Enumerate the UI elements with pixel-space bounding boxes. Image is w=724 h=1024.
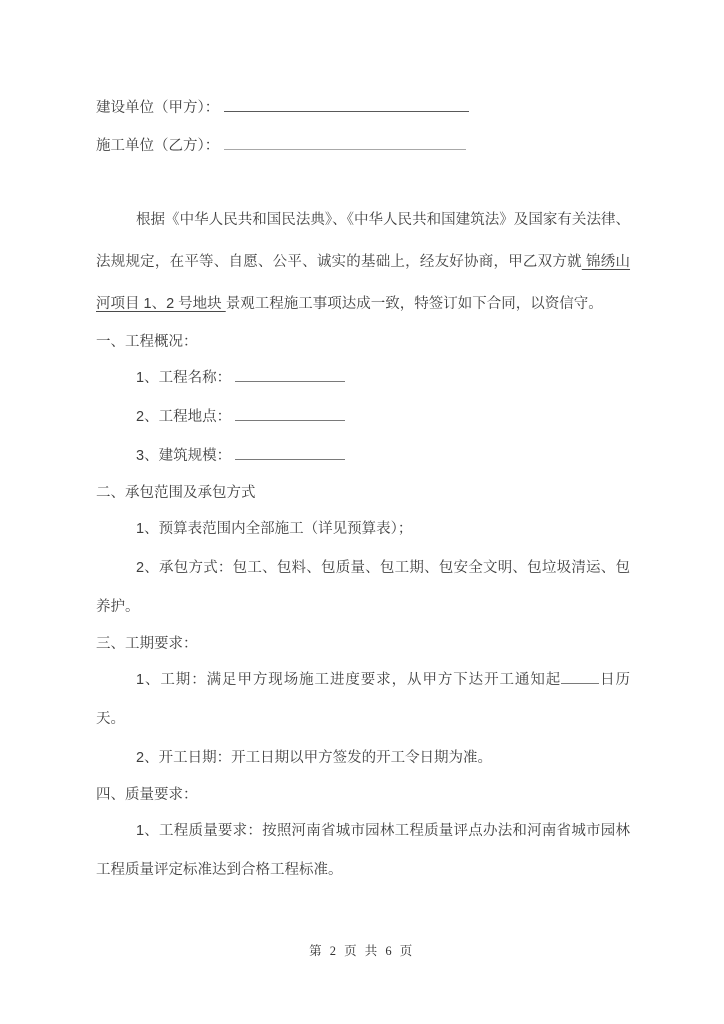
project-name-label: 1、工程名称： bbox=[136, 370, 232, 386]
section-2-item-scope: 1、预算表范围内全部施工（详见预算表）； bbox=[136, 521, 413, 537]
intro-paragraph bbox=[96, 199, 630, 325]
party-b-blank-line bbox=[224, 134, 466, 150]
building-scale-blank-line bbox=[235, 444, 345, 460]
project-name-underlined: 锦绣山河项目 1、2 号地块 bbox=[96, 254, 631, 312]
building-scale-label: 3、建筑规模： bbox=[136, 448, 232, 464]
duration-text-before: 1、工期：满足甲方现场施工进度要求，从甲方下达开工通知起 bbox=[136, 672, 562, 688]
party-a-label: 建设单位（甲方）： bbox=[96, 100, 220, 116]
party-a-row bbox=[96, 89, 630, 127]
contract-body bbox=[96, 89, 630, 890]
section-4-item-quality-standard: 1、工程质量要求：按照河南省城市园林工程质量评点办法和河南省城市园林工程质量评定标准达到合格工程标准。 bbox=[96, 823, 630, 878]
section-4-heading: 四、质量要求： bbox=[96, 787, 198, 803]
section-2-heading: 二、承包范围及承包方式 bbox=[96, 485, 256, 501]
party-b-label: 施工单位（乙方）： bbox=[96, 138, 220, 154]
page-number: 第 2 页 共 6 页 bbox=[309, 944, 415, 958]
section-2-item-contract-mode: 2、承包方式：包工、包料、包质量、包工期、包安全文明、包垃圾清运、包养护。 bbox=[96, 560, 630, 615]
project-location-blank-line bbox=[235, 405, 345, 421]
intro-text-after: 景观工程施工事项达成一致，特签订如下合同，以资信守。 bbox=[225, 296, 603, 312]
intro-text-before: 根据《中华人民共和国民法典》、《中华人民共和国建筑法》及国家有关法律、法规规定，在平等、自愿、公平、诚实的基础上，经友好协商，甲乙双方就 bbox=[96, 212, 630, 270]
duration-text-after: 日历天。 bbox=[96, 672, 631, 727]
section-1-item-project-name bbox=[96, 359, 630, 398]
duration-days-blank-line bbox=[561, 668, 599, 684]
project-name-blank-line bbox=[235, 366, 345, 382]
party-a-blank-line bbox=[224, 96, 469, 112]
section-3-item-duration bbox=[96, 661, 630, 739]
section-1-item-project-location bbox=[96, 398, 630, 437]
section-3-heading: 三、工期要求： bbox=[96, 636, 198, 652]
section-1-item-building-scale bbox=[96, 437, 630, 476]
blank-line-spacer bbox=[96, 165, 630, 199]
section-1-heading: 一、工程概况： bbox=[96, 334, 198, 350]
party-b-row bbox=[96, 127, 630, 165]
project-location-label: 2、工程地点： bbox=[136, 409, 232, 425]
section-3-item-start-date: 2、开工日期：开工日期以甲方签发的开工令日期为准。 bbox=[136, 750, 493, 766]
